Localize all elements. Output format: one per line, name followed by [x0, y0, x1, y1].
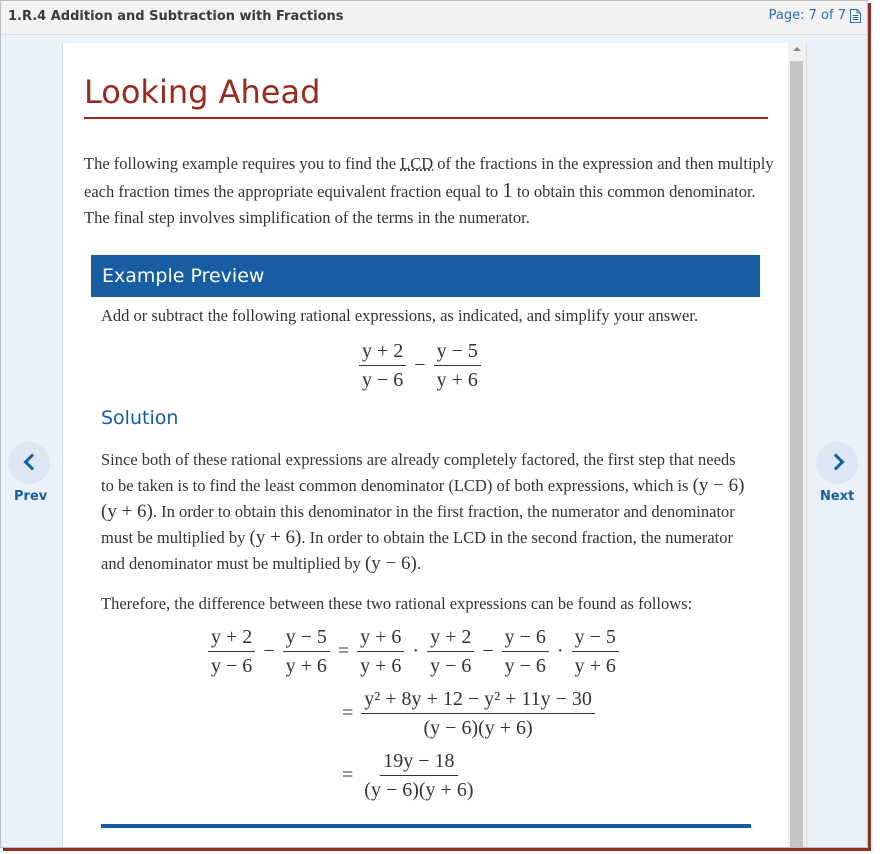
prev-button[interactable] [8, 442, 50, 484]
page-indicator-text: Page: 7 of 7 [768, 8, 846, 23]
fraction: $\frac{\text{y² + 8y + 12 − y² + 11y − 30}}{(y - 6)(y + 6)}$ [361, 687, 595, 740]
solution-title: Solution [101, 407, 179, 429]
example-header [91, 255, 760, 297]
fraction: $\frac{y - 6}{y - 6}$ [502, 625, 549, 678]
lcd-term[interactable]: LCD [400, 154, 434, 173]
work-line-2: = $\frac{\text{y² + 8y + 12 − y² + 11y − 30}}{(y - 6)(y + 6)}$ [338, 687, 599, 740]
intro-paragraph: The following example requires you to find the LCD of the fractions in the expression and then multiply each fraction times the appropriate equivalent fraction equal to 1 to obtain this common denominator. The final step involves simplification of the terms in the numerator. [84, 154, 774, 227]
fraction: $\frac{y + 2}{y - 6}$ [427, 625, 474, 678]
page-indicator [769, 8, 861, 23]
scrollbar-thumb[interactable] [790, 61, 803, 847]
fraction: $\frac{y + 2}{y - 6}$ [359, 339, 406, 392]
chevron-left-icon [24, 454, 41, 471]
fraction: $\frac{19y - 18}{(y - 6)(y + 6)}$ [364, 750, 474, 801]
chevron-right-icon [828, 454, 845, 471]
scrollbar[interactable] [788, 43, 806, 847]
fraction: $\frac{y + 2}{y - 6}$ [208, 625, 255, 678]
course-title: 1.R.4 Addition and Subtraction with Fractions [8, 9, 344, 24]
work-line-1: $\frac{y + 2}{y - 6}$ − $\frac{y - 5}{y + 6}$ = $\frac{y + 6}{y + 6}$ · $\frac{y + 2}{y - 6}$ − $\frac{y - 6}{y - 6}$ · $\frac{y - 5}{y + 6}$ [204, 625, 623, 678]
work-line-3: = $\frac{19y - 18}{(y - 6)(y + 6)}$ [338, 749, 480, 802]
page-title: Looking Ahead [84, 73, 321, 111]
next-label[interactable]: Next [820, 489, 855, 504]
solution-paragraph: Since both of these rational expressions are already completely factored, the first step that needs to be taken is to find the least common denominator (LCD) of both expressions, which is (y − 6)(y + 6). In order to obtain this denominator in the first fraction, the numerator and denominator must be multiplied by (y + 6). In order to obtain the LCD in the second fraction, the numerator and denominator must be multiplied by (y − 6). [101, 450, 745, 574]
example-prompt: Add or subtract the following rational expressions, as indicated, and simplify your answer. [101, 306, 699, 325]
prev-label[interactable]: Prev [14, 489, 48, 504]
title-divider [84, 117, 768, 119]
example-title: Example Preview [102, 265, 265, 287]
scroll-up-arrow-icon[interactable] [793, 47, 801, 51]
fraction: $\frac{y - 5}{y + 6}$ [572, 625, 619, 678]
fraction: $\frac{y + 6}{y + 6}$ [357, 625, 404, 678]
fraction: $\frac{y - 5}{y + 6}$ [283, 625, 330, 678]
example-footer-divider [101, 824, 751, 828]
document-icon [850, 9, 861, 23]
content-panel [62, 43, 807, 847]
top-bar [1, 1, 867, 35]
solution-paragraph-2: Therefore, the difference between these two rational expressions can be found as follows: [101, 594, 693, 613]
next-button[interactable] [816, 442, 858, 484]
problem-expression: $\frac{y + 2}{y - 6}$ − $\frac{y - 5}{y + 6}$ [355, 339, 485, 392]
fraction: $\frac{y - 5}{y + 6}$ [434, 339, 481, 392]
